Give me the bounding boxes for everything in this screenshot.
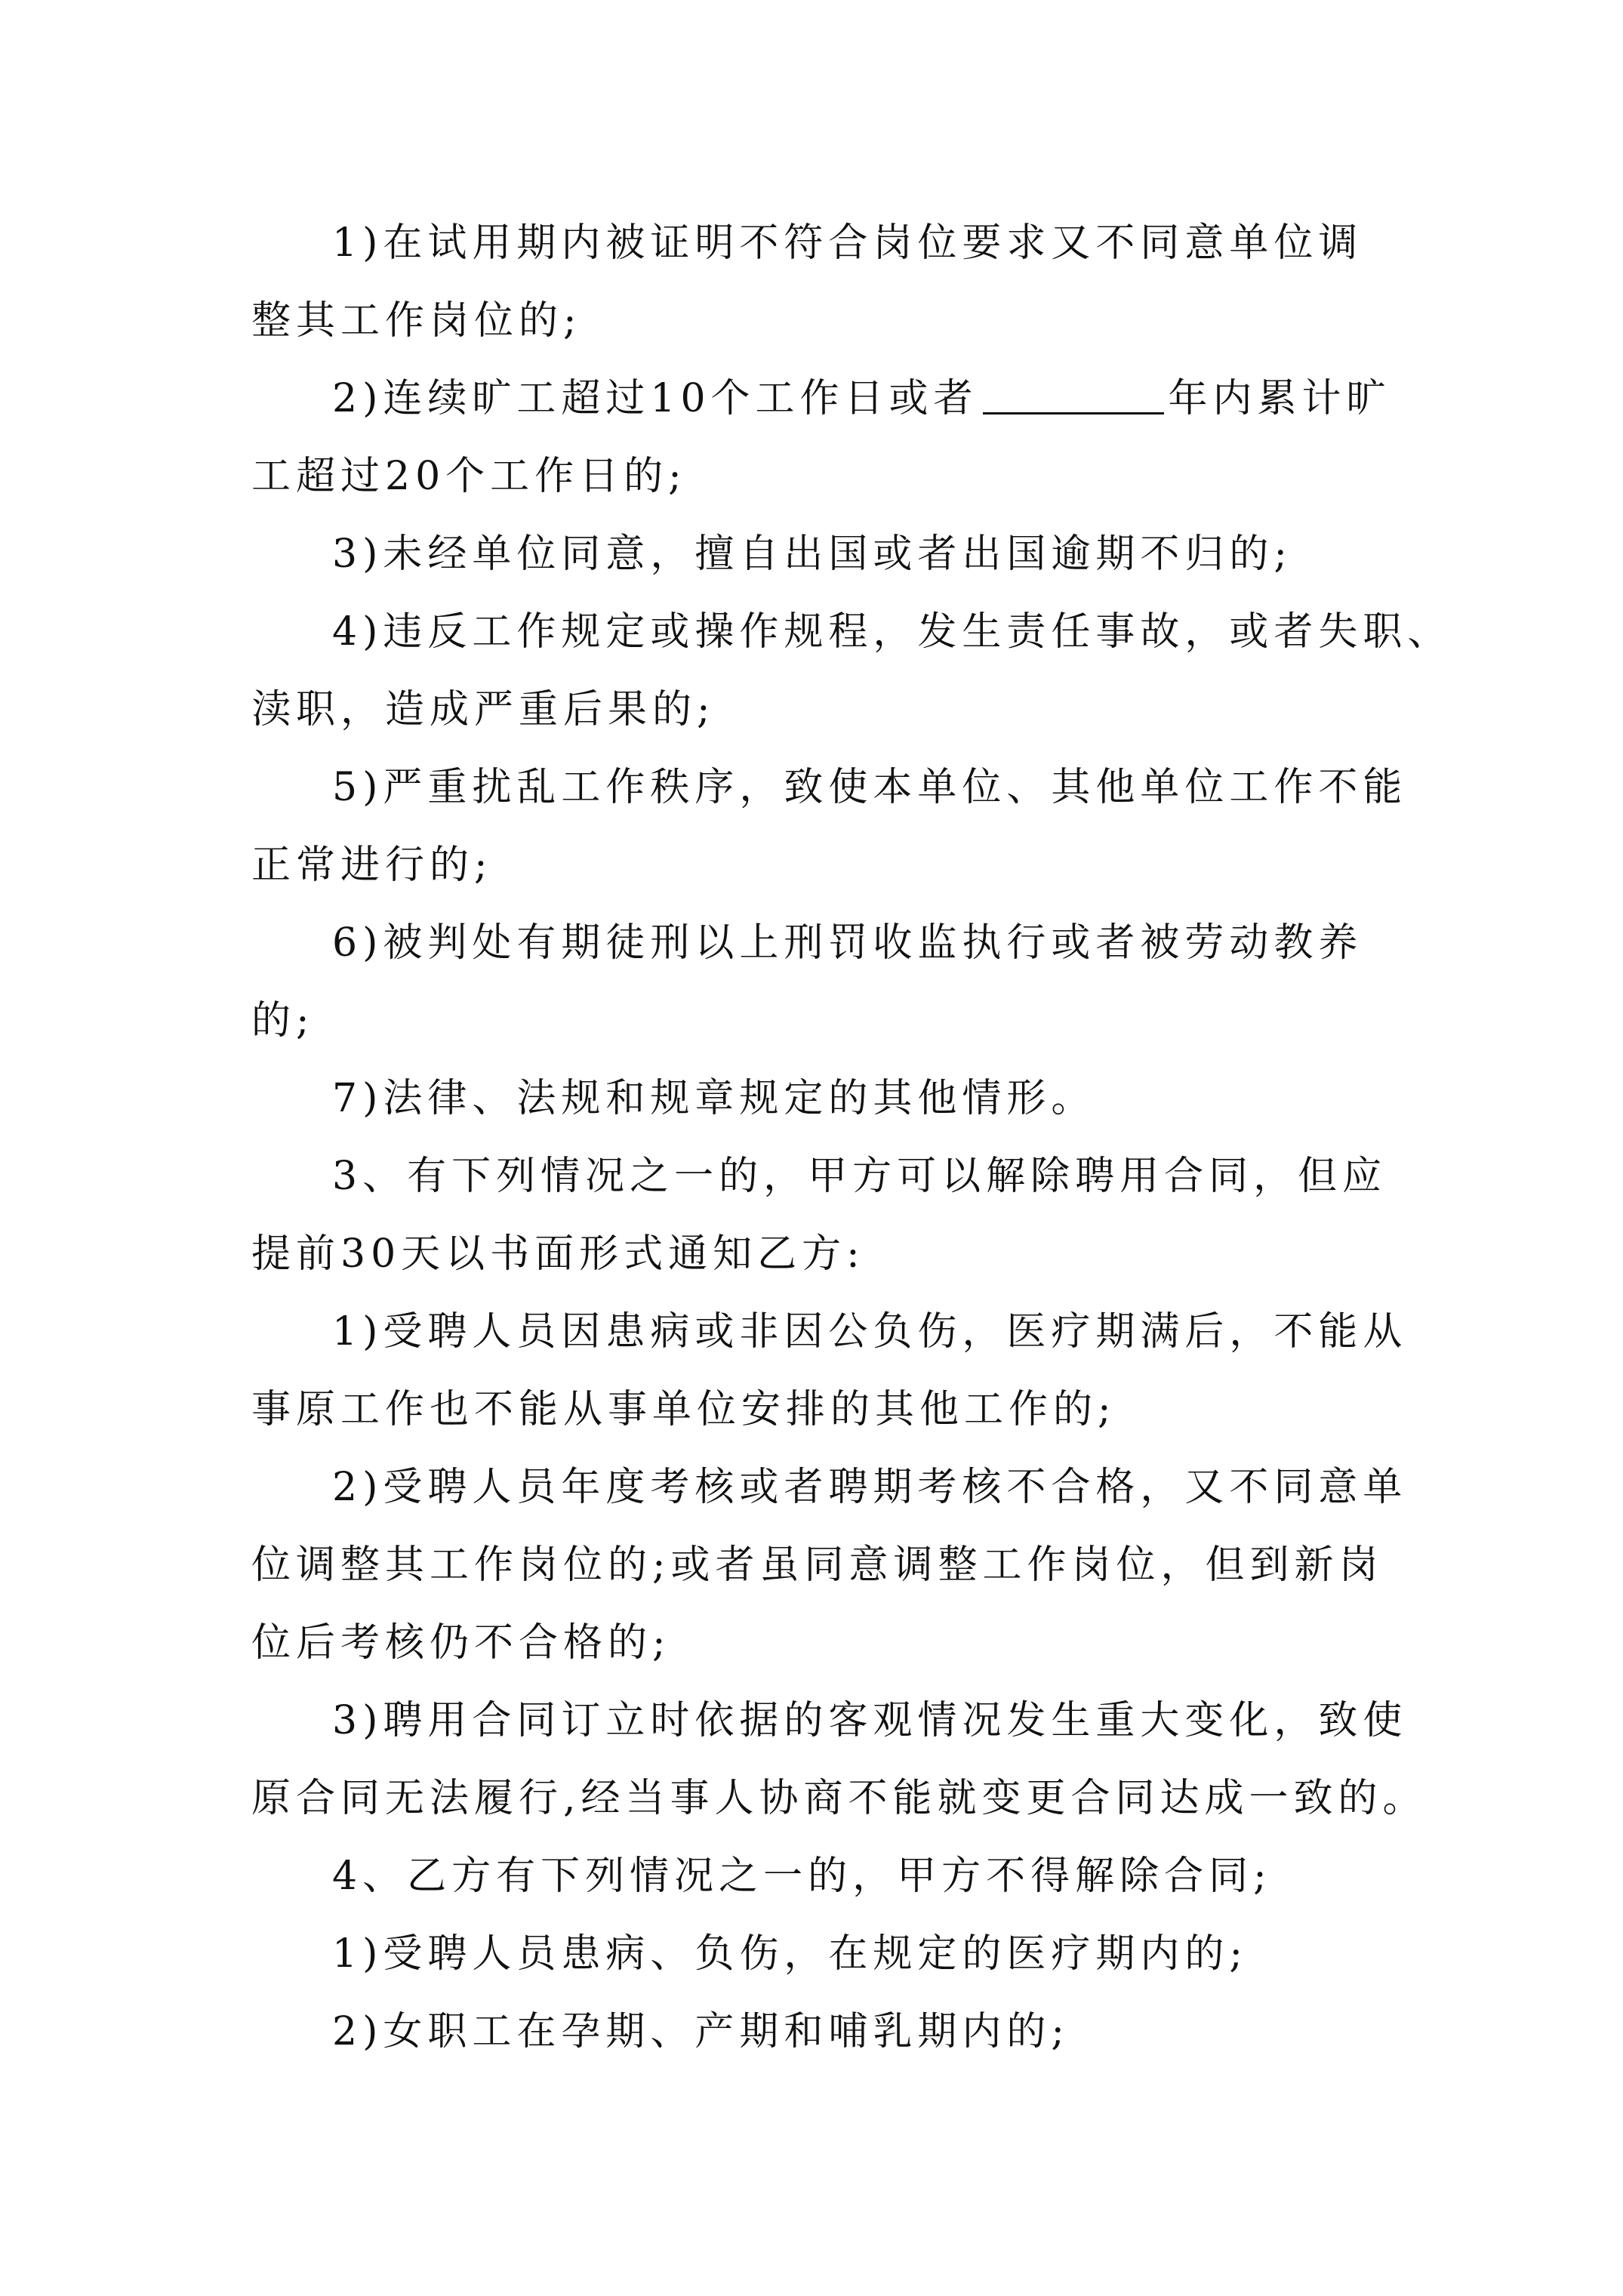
text-line [332, 1992, 1464, 2071]
text-span: 整其工作岗位的; [251, 298, 582, 344]
text-span: 1)受聘人员患病、负伤，在规定的医疗期内的; [332, 1931, 1248, 1977]
text-span: 工超过20个工作日的; [251, 454, 687, 499]
text-span: 的; [251, 998, 315, 1043]
text-line [251, 1370, 1384, 1449]
text-span: 提前30天以书面形式通知乙方: [251, 1231, 865, 1277]
text-line [251, 826, 1384, 905]
text-span: 3)聘用合同订立时依据的客观情况发生重大变化，致使 [332, 1698, 1408, 1743]
text-line [332, 748, 1464, 827]
fill-in-blank [983, 376, 1164, 415]
text-line [332, 1448, 1464, 1527]
text-line [251, 982, 1384, 1060]
text-line [332, 1059, 1464, 1138]
text-span: 原合同无法履行,经当事人协商不能就变更合同达成一致的。 [251, 1776, 1427, 1821]
text-span: 5)严重扰乱工作秩序，致使本单位、其他单位工作不能 [332, 765, 1408, 810]
text-line [251, 1215, 1384, 1293]
text-span: 4)违反工作规定或操作规程，发生责任事故，或者失职、 [332, 609, 1452, 655]
text-line [332, 204, 1464, 282]
text-line [332, 904, 1464, 982]
text-span: 正常进行的; [251, 843, 493, 888]
text-line [251, 1759, 1427, 1838]
text-line [332, 515, 1464, 593]
text-line [251, 1526, 1384, 1604]
text-span: 7)法律、法规和规章规定的其他情形。 [332, 1076, 1096, 1121]
text-span: 2)受聘人员年度考核或者聘期考核不合格，又不同意单 [332, 1465, 1408, 1510]
text-span: 1)受聘人员因患病或非因公负伤，医疗期满后，不能从 [332, 1309, 1408, 1354]
text-span: 2)连续旷工超过10个工作日或者 [332, 376, 978, 421]
text-line [332, 359, 1464, 438]
text-span: 2)女职工在孕期、产期和哺乳期内的; [332, 2009, 1070, 2054]
text-span: 事原工作也不能从事单位安排的其他工作的; [251, 1387, 1116, 1432]
text-line [251, 437, 1384, 516]
text-span: 位调整其工作岗位的;或者虽同意调整工作岗位，但到新岗 [251, 1542, 1384, 1588]
text-line [332, 1293, 1464, 1371]
text-span: 6)被判处有期徒刑以上刑罚收监执行或者被劳动教养 [332, 920, 1363, 966]
text-span: 年内累计旷 [1168, 376, 1391, 421]
text-span: 渎职，造成严重后果的; [251, 687, 716, 732]
text-span: 4、乙方有下列情况之一的，甲方不得解除合同; [332, 1854, 1272, 1899]
text-span: 1)在试用期内被证明不符合岗位要求又不同意单位调 [332, 220, 1363, 266]
text-line [251, 1604, 1384, 1682]
text-line [251, 670, 1384, 749]
text-line [332, 1137, 1464, 1216]
text-line [332, 1837, 1464, 1915]
text-line [251, 282, 1384, 360]
text-span: 3)未经单位同意，擅自出国或者出国逾期不归的; [332, 532, 1292, 577]
text-line [332, 593, 1464, 671]
text-span: 位后考核仍不合格的; [251, 1620, 671, 1666]
text-span: 3、有下列情况之一的，甲方可以解除聘用合同，但应 [332, 1154, 1387, 1199]
text-line [332, 1681, 1464, 1760]
text-line [332, 1915, 1464, 1993]
